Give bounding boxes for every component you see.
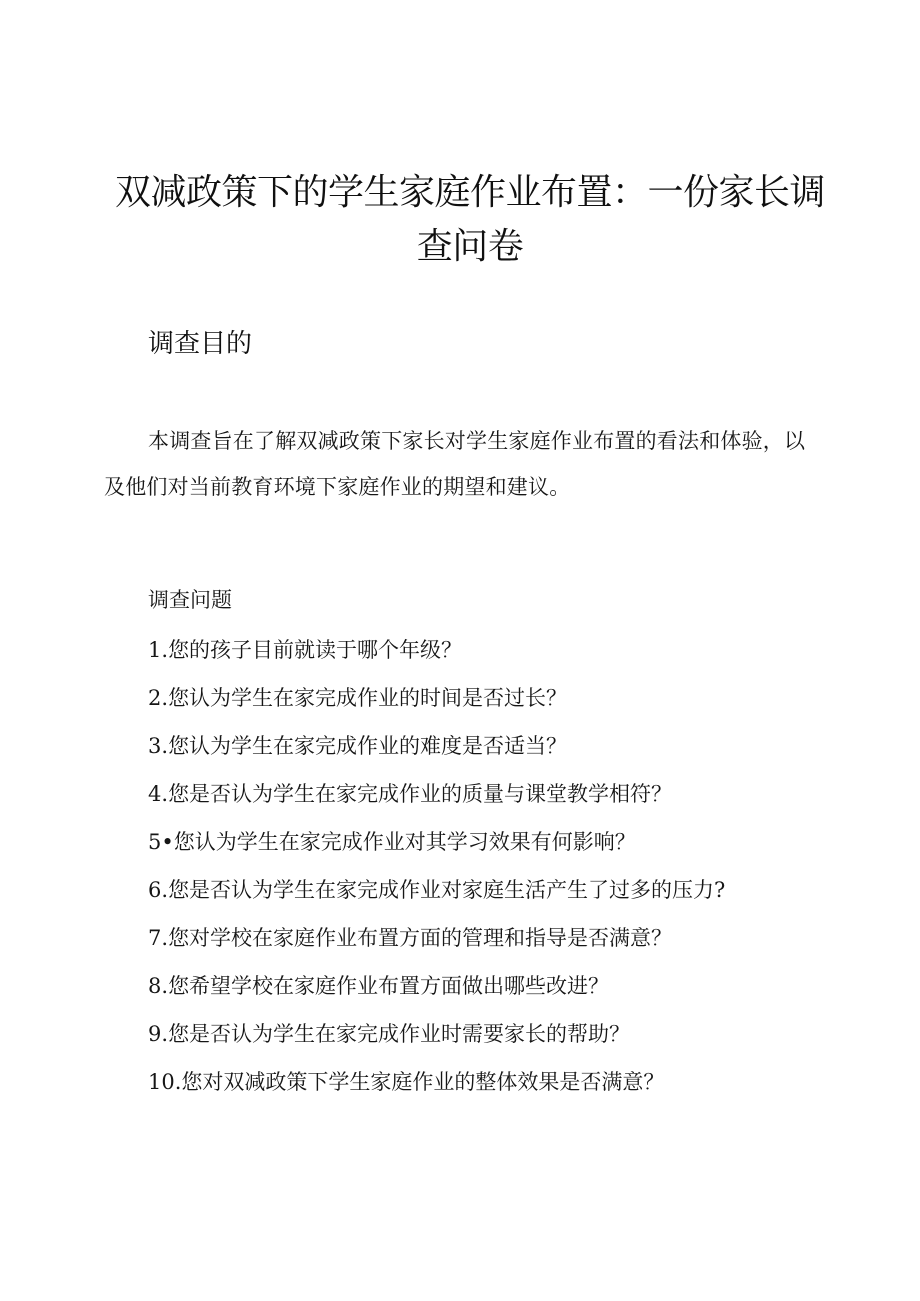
- purpose-paragraph: 本调查旨在了解双减政策下家长对学生家庭作业布置的看法和体验，以及他们对当前教育环境下家庭作业的期望和建议。: [104, 429, 806, 499]
- question-text: 您是否认为学生在家完成作业对家庭生活产生了过多的压力?: [168, 878, 726, 902]
- question-number: 9: [148, 1022, 162, 1046]
- question-text: 您希望学校在家庭作业布置方面做出哪些改进？: [168, 974, 610, 998]
- question-text: 您认为学生在家完成作业的时间是否过长？: [168, 686, 568, 710]
- question-number: 3: [148, 734, 162, 758]
- question-number: 8: [148, 974, 162, 998]
- question-text: 您是否认为学生在家完成作业时需要家长的帮助？: [168, 1022, 631, 1046]
- question-item-1: [148, 634, 462, 666]
- question-separator: .: [161, 638, 169, 662]
- question-separator: .: [161, 878, 169, 902]
- question-text: 您的孩子目前就读于哪个年级？: [168, 638, 463, 662]
- question-number: 6: [148, 878, 162, 902]
- question-number: 7: [148, 926, 162, 950]
- question-number: 4: [148, 782, 162, 806]
- question-separator: •: [161, 830, 174, 854]
- question-item-9: [148, 1018, 630, 1050]
- document-title: 双减政策下的学生家庭作业布置：一份家长调查问卷: [114, 172, 825, 267]
- question-separator: .: [161, 734, 169, 758]
- question-item-7: [148, 922, 672, 954]
- question-separator: .: [161, 686, 169, 710]
- question-text: 您是否认为学生在家完成作业的质量与课堂教学相符？: [168, 782, 673, 806]
- purpose-heading: 调查目的: [148, 329, 253, 359]
- question-text: 您对双减政策下学生家庭作业的整体效果是否满意？: [181, 1070, 665, 1094]
- question-item-5: [148, 826, 636, 858]
- question-item-6: [148, 874, 725, 906]
- question-text: 您认为学生在家完成作业的难度是否适当？: [168, 734, 568, 758]
- question-number: 2: [148, 686, 162, 710]
- question-text: 您对学校在家庭作业布置方面的管理和指导是否满意？: [168, 926, 673, 950]
- question-item-4: [148, 778, 672, 810]
- question-separator: .: [161, 926, 169, 950]
- question-separator: .: [161, 782, 169, 806]
- question-item-10: [148, 1066, 664, 1098]
- question-separator: .: [161, 974, 169, 998]
- question-separator: .: [161, 1022, 169, 1046]
- questions-heading: 调查问题: [148, 588, 232, 612]
- question-item-2: [148, 682, 567, 714]
- question-text: 您认为学生在家完成作业对其学习效果有何影响？: [173, 830, 636, 854]
- question-item-8: [148, 970, 609, 1002]
- question-number: 5: [148, 830, 162, 854]
- question-separator: .: [174, 1070, 182, 1094]
- question-number: 10: [148, 1070, 175, 1094]
- question-number: 1: [148, 638, 162, 662]
- question-item-3: [148, 730, 567, 762]
